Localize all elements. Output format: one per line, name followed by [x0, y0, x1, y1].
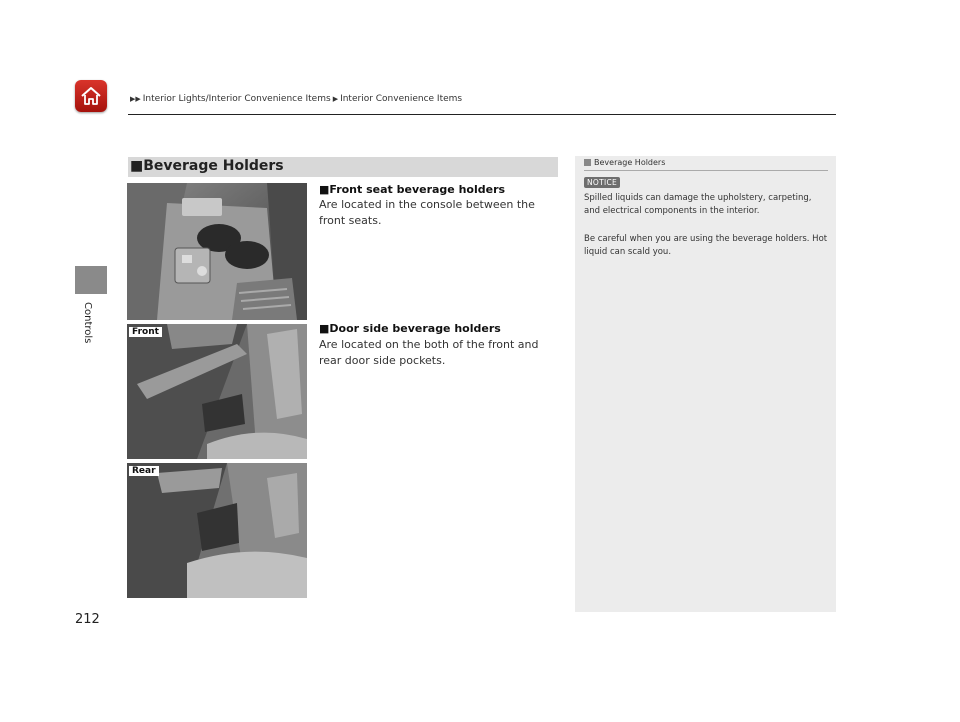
front-seat-holders-text: Are located in the console between the front seats. — [319, 198, 535, 227]
header-divider — [128, 114, 836, 115]
breadcrumb-link-convenience-items[interactable]: Interior Convenience Items — [340, 94, 463, 104]
rear-label: Rear — [129, 466, 159, 476]
door-side-holders-text: Are located on the both of the front and rear door side pockets. — [319, 338, 539, 367]
home-icon — [79, 84, 103, 108]
note-divider — [584, 170, 828, 171]
console-cupholder-photo — [127, 183, 307, 320]
note-panel — [575, 156, 836, 612]
front-door-pocket-photo — [127, 324, 307, 459]
breadcrumb-arrow-icon: ▶▶ — [130, 95, 141, 103]
note-heading — [584, 158, 665, 167]
note-paragraph-2: Be careful when you are using the beverage holders. Hot liquid can scald you. — [584, 234, 828, 257]
notice-badge: NOTICE — [584, 177, 620, 188]
page-number: 212 — [75, 612, 100, 627]
chapter-tab[interactable] — [75, 266, 107, 294]
front-label: Front — [129, 327, 162, 337]
rear-door-pocket-photo — [127, 463, 307, 598]
breadcrumb-arrow-icon: ▶ — [332, 95, 339, 103]
section-title: ■Beverage Holders — [130, 158, 284, 174]
front-seat-holders-title: ■Front seat beverage holders — [319, 183, 506, 196]
breadcrumb-link-interior-lights[interactable]: Interior Lights/Interior Convenience Items — [142, 94, 331, 104]
note-square-icon — [584, 159, 591, 166]
home-button[interactable] — [75, 80, 107, 112]
note-heading-text: Beverage Holders — [594, 158, 666, 167]
chapter-label: Controls — [82, 302, 93, 344]
door-side-holders-title: ■Door side beverage holders — [319, 322, 501, 335]
note-paragraph-1: Spilled liquids can damage the upholstery, carpeting, and electrical components in the interior. — [584, 193, 812, 216]
breadcrumb — [128, 94, 462, 104]
